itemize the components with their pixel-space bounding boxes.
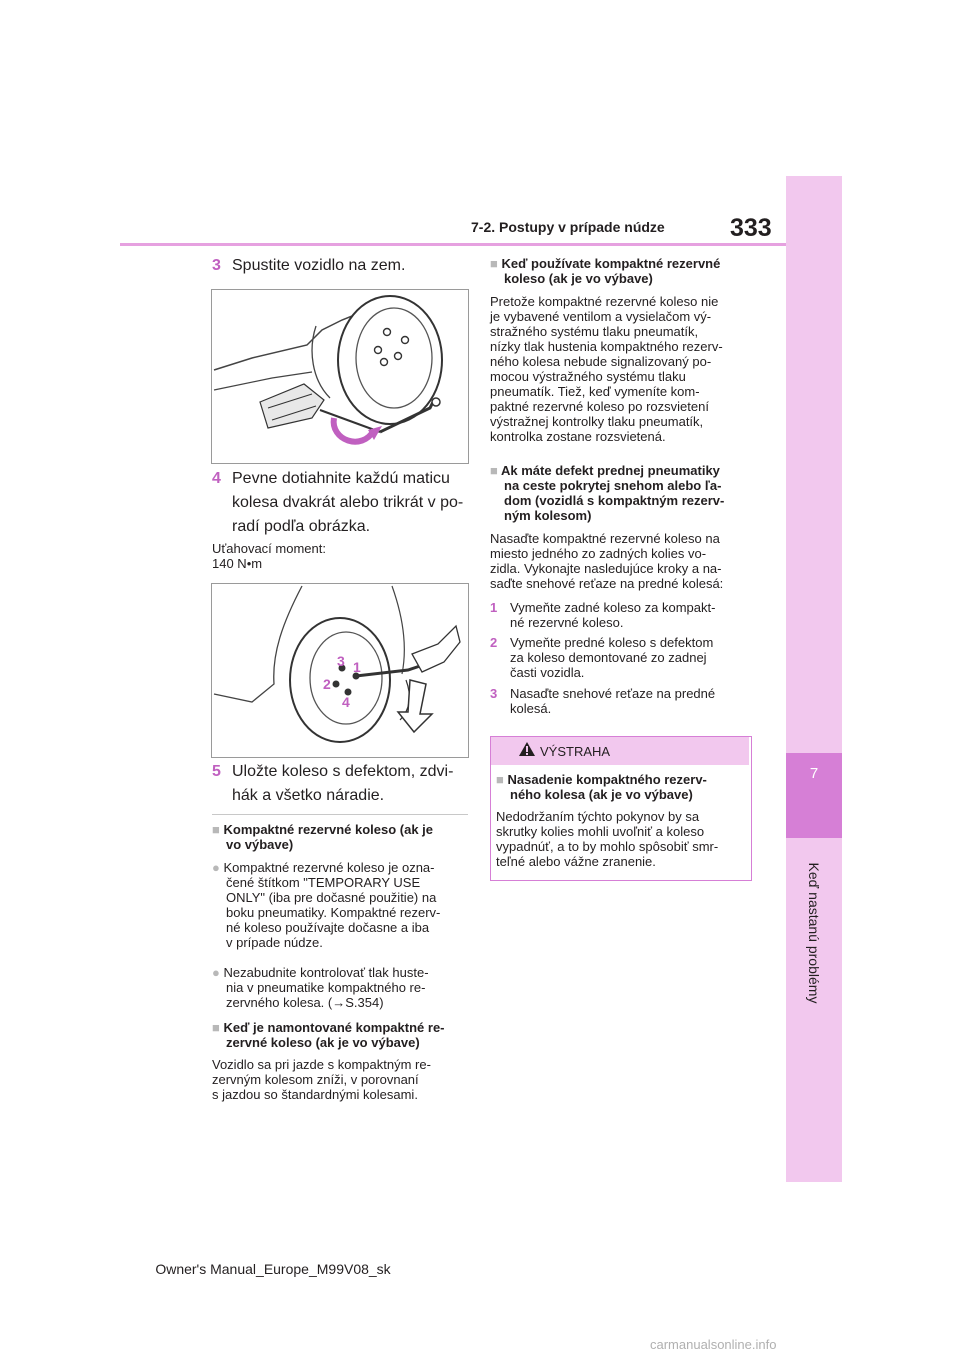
section-title: 7-2. Postupy v prípade núdze [471, 219, 665, 235]
bullet-line: boku pneumatiky. Kompaktné rezerv- [226, 905, 441, 920]
paragraph-line: stražného systému tlaku pneumatík, [490, 324, 699, 339]
using-spare-heading [490, 256, 756, 286]
heading-line: zervné koleso (ak je vo výbave) [226, 1035, 420, 1050]
paragraph-line: mocou výstražného systému tlaku [490, 369, 686, 384]
figure-tighten-nuts [211, 583, 469, 758]
flat-tire-snow-heading [490, 463, 756, 523]
heading-line: dom (vozidlá s kompaktným rezerv- [504, 493, 725, 508]
watermark: carmanualsonline.info [650, 1337, 777, 1352]
bullet-line: čené štítkom "TEMPORARY USE [226, 875, 421, 890]
bullet-line: Nezabudnite kontrolovať tlak huste- [223, 965, 429, 980]
step-number: 2 [490, 635, 498, 650]
square-bullet-icon: ■ [490, 256, 498, 271]
paragraph-line: Pretože kompaktné rezervné koleso nie [490, 294, 719, 309]
step-text-line: časti vozidla. [510, 665, 585, 680]
figure-lower-vehicle [211, 289, 469, 464]
paragraph-line: kontrolka zostane rozsvietená. [490, 429, 666, 444]
chapter-number: 7 [809, 765, 819, 782]
flat-tire-snow-text [490, 531, 756, 591]
bullet-line: v prípade núdze. [226, 935, 323, 950]
paragraph-line: skrutky kolies mohli uvoľniť a koleso [496, 824, 705, 839]
snow-step-1 [490, 600, 756, 630]
step-number: 3 [490, 686, 498, 701]
square-bullet-icon: ■ [212, 822, 220, 837]
bullet-line: né koleso používajte dočasne a iba [226, 920, 430, 935]
tighten-order-label: 3 [337, 653, 345, 669]
divider [212, 814, 468, 815]
heading-line: Keď používate kompaktné rezervné [501, 256, 721, 271]
heading-line: vo výbave) [226, 837, 294, 852]
step-text-line: Vymeňte zadné koleso za kompakt- [510, 600, 716, 615]
step-text-line: Pevne dotiahnite každú maticu [232, 470, 450, 487]
footer-document-id: Owner's Manual_Europe_M99V08_sk [155, 1261, 391, 1277]
step-text-line: hák a všetko náradie. [232, 787, 385, 804]
paragraph-line: Nasaďte kompaktné rezervné koleso na [490, 531, 720, 546]
square-bullet-icon: ■ [212, 1020, 220, 1035]
step-text-line: Vymeňte predné koleso s defektom [510, 635, 714, 650]
step-3 [212, 254, 405, 278]
step-text-line: Nasaďte snehové reťaze na predné [510, 686, 716, 701]
paragraph-line: výstražnej kontrolky tlaku pneumatík, [490, 414, 704, 429]
paragraph-line: s jazdou so štandardnými kolesami. [212, 1087, 418, 1102]
paragraph-line: saďte snehové reťaze na predné kolesá: [490, 576, 724, 591]
square-bullet-icon: ■ [490, 463, 498, 478]
step-number: 3 [212, 257, 221, 274]
header-rule [120, 243, 786, 246]
bullet-line: nia v pneumatike kompaktného re- [226, 980, 426, 995]
paragraph-line: nízky tlak hustenia kompaktného rezerv- [490, 339, 723, 354]
circle-bullet-icon: ● [212, 860, 220, 875]
bullet-line: ONLY" (iba pre dočasné použitie) na [226, 890, 437, 905]
warning-text [496, 809, 746, 869]
step-text-line: radí podľa obrázka. [232, 518, 371, 535]
warning-heading [496, 772, 746, 802]
tighten-order-label: 1 [353, 659, 361, 675]
heading-line: Ak máte defekt prednej pneumatiky [501, 463, 720, 478]
torque-label: Uťahovací moment: [212, 541, 326, 556]
circle-bullet-icon: ● [212, 965, 220, 980]
snow-step-2 [490, 635, 756, 680]
chapter-tab [786, 176, 842, 1182]
heading-line: Keď je namontované kompaktné re- [223, 1020, 445, 1035]
step-text-line: za koleso demontované zo zadnej [510, 650, 707, 665]
bullet-line: zervného kolesa. (→S.354) [226, 995, 384, 1010]
square-bullet-icon: ■ [496, 772, 504, 787]
compact-spare-heading [212, 822, 474, 852]
step-4 [212, 467, 472, 539]
warning-triangle-icon [518, 741, 536, 757]
paragraph-line: Nedodržaním týchto pokynov by sa [496, 809, 700, 824]
paragraph-line: paktné rezervné koleso po rozsvietení [490, 399, 709, 414]
bullet-line: Kompaktné rezervné koleso je ozna- [223, 860, 435, 875]
mounted-spare-text [212, 1057, 474, 1102]
paragraph-line: Vozidlo sa pri jazde s kompaktným re- [212, 1057, 431, 1072]
heading-line: Nasadenie kompaktného rezerv- [507, 772, 707, 787]
mounted-spare-heading [212, 1020, 474, 1050]
step-number: 5 [212, 763, 221, 780]
torque-value: 140 N•m [212, 556, 263, 571]
warning-title: VÝSTRAHA [540, 744, 611, 759]
torque-spec [212, 541, 326, 571]
step-text: Spustite vozidlo na zem. [232, 257, 406, 274]
chapter-label: Keď nastanú problémy [806, 862, 822, 1004]
tighten-order-label: 2 [323, 676, 331, 692]
using-spare-text [490, 294, 756, 444]
step-5 [212, 760, 472, 808]
step-text-line: Uložte koleso s defektom, zdvi- [232, 763, 454, 780]
heading-line: ného kolesa (ak je vo výbave) [510, 787, 693, 802]
step-number: 1 [490, 600, 498, 615]
page-number: 333 [730, 214, 772, 242]
paragraph-line: je vybavené ventilom a vysielačom vý- [490, 309, 712, 324]
snow-step-3 [490, 686, 756, 716]
step-text-line: kolesá. [510, 701, 552, 716]
bullet-check-pressure [212, 965, 474, 1010]
paragraph-line: ného kolesa nebude signalizovaný po- [490, 354, 712, 369]
heading-line: ným kolesom) [504, 508, 592, 523]
paragraph-line: pneumatík. Tiež, keď vymeníte kom- [490, 384, 700, 399]
heading-line: koleso (ak je vo výbave) [504, 271, 653, 286]
paragraph-line: zervným kolesom zníži, v porovnaní [212, 1072, 419, 1087]
paragraph-line: miesto jedného zo zadných kolies vo- [490, 546, 707, 561]
paragraph-line: zidla. Vykonajte nasledujúce kroky a na- [490, 561, 722, 576]
paragraph-line: teľné alebo vážne zranenie. [496, 854, 656, 869]
paragraph-line: vypadnúť, a to by mohlo spôsobiť smr- [496, 839, 719, 854]
bullet-temporary-use [212, 860, 474, 950]
step-text-line: kolesa dvakrát alebo trikrát v po- [232, 494, 464, 511]
step-number: 4 [212, 470, 221, 487]
tighten-order-label: 4 [342, 694, 350, 710]
step-text-line: né rezervné koleso. [510, 615, 624, 630]
heading-line: Kompaktné rezervné koleso (ak je [223, 822, 434, 837]
heading-line: na ceste pokrytej snehom alebo ľa- [504, 478, 722, 493]
